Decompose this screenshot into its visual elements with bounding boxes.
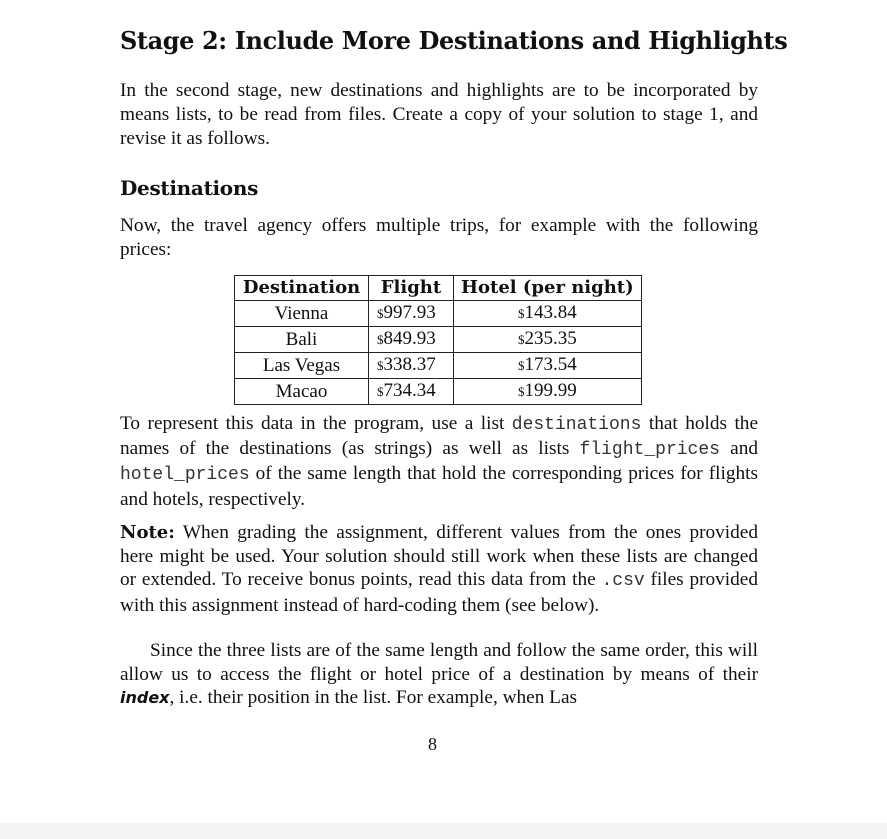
note-paragraph <box>120 521 758 617</box>
hotel-price-value: 143.84 <box>524 302 577 323</box>
flight-price-value: 734.34 <box>383 380 436 401</box>
destination-cell: Bali <box>235 327 369 353</box>
hotel-price-cell <box>454 353 642 379</box>
table-row <box>235 327 642 353</box>
viewer-bottom-edge <box>0 823 887 839</box>
code-destinations: destinations <box>511 415 642 435</box>
intro-paragraph: In the second stage, new destinations and highlights are to be incorporated by means lists, to be read from files. Create a copy of your solution to stage 1, and revise it as follows. <box>120 80 758 150</box>
flight-price-value: 849.93 <box>383 328 436 349</box>
represent-text-4: of the same length that hold the corresponding prices for flights and hotels, respectively. <box>120 463 758 510</box>
represent-text-3: and <box>719 438 758 460</box>
destination-cell: Vienna <box>235 301 369 327</box>
column-header-destination: Destination <box>235 276 369 301</box>
table-row <box>235 301 642 327</box>
note-text-2: files provided with this assignment instead of hard-coding them (see below). <box>120 569 758 616</box>
represent-text-1: To represent this data in the program, use a list <box>120 413 512 434</box>
destination-cell: Las Vegas <box>235 353 369 379</box>
index-text-1: Since the three lists are of the same length and follow the same order, this will allow us to access the flight or hotel price of a destination by means of their <box>120 640 758 685</box>
table-row <box>235 379 642 405</box>
code-flight-prices: flight_prices <box>579 440 720 461</box>
currency-symbol: $ <box>377 384 384 399</box>
code-csv: .csv <box>601 571 645 592</box>
currency-symbol: $ <box>517 332 525 347</box>
offers-paragraph: Now, the travel agency offers multiple trips, for example with the following prices: <box>120 215 758 261</box>
note-label: Note: <box>120 522 175 543</box>
flight-price-cell <box>369 379 454 405</box>
code-hotel-prices-underscore: _ <box>174 465 185 486</box>
index-paragraph <box>120 639 758 710</box>
table-header-row <box>235 276 642 301</box>
column-header-flight: Flight <box>369 276 454 301</box>
column-header-hotel: Hotel (per night) <box>454 276 642 301</box>
code-hotel-prices-part1: hotel <box>120 465 175 486</box>
currency-symbol: $ <box>517 358 525 373</box>
code-hotel-prices-part2: prices <box>184 465 250 486</box>
currency-symbol: $ <box>517 306 525 321</box>
destination-cell: Macao <box>235 379 369 405</box>
hotel-price-value: 173.54 <box>524 354 577 375</box>
section-title-destinations: Destinations <box>120 176 259 200</box>
hotel-price-cell <box>454 301 642 327</box>
flight-price-cell <box>369 301 454 327</box>
hotel-price-value: 199.99 <box>524 380 577 401</box>
hotel-price-value: 235.35 <box>524 328 577 349</box>
currency-symbol: $ <box>377 306 384 321</box>
currency-symbol: $ <box>377 332 384 347</box>
currency-symbol: $ <box>517 384 525 399</box>
hotel-price-cell <box>454 379 642 405</box>
page-number: 8 <box>428 734 437 754</box>
represent-text-2: that holds the names of the destinations (as strings) as well as lists <box>120 413 758 460</box>
represent-paragraph <box>120 412 758 512</box>
flight-price-value: 997.93 <box>383 302 436 323</box>
price-table <box>234 275 642 405</box>
flight-price-cell <box>369 327 454 353</box>
flight-price-cell <box>369 353 454 379</box>
hotel-price-cell <box>454 327 642 353</box>
index-text-2: , i.e. their position in the list. For example, when Las <box>169 687 578 709</box>
index-emphasis: index <box>120 688 170 708</box>
currency-symbol: $ <box>377 358 384 373</box>
table-row <box>235 353 642 379</box>
stage-heading: Stage 2: Include More Destinations and Highlights <box>120 26 788 55</box>
flight-price-value: 338.37 <box>383 354 436 375</box>
note-text-1: When grading the assignment, different values from the ones provided here might be used. Your solution should still work when these lists are changed or extended. To receive bonus points, read this data from the <box>120 522 758 591</box>
